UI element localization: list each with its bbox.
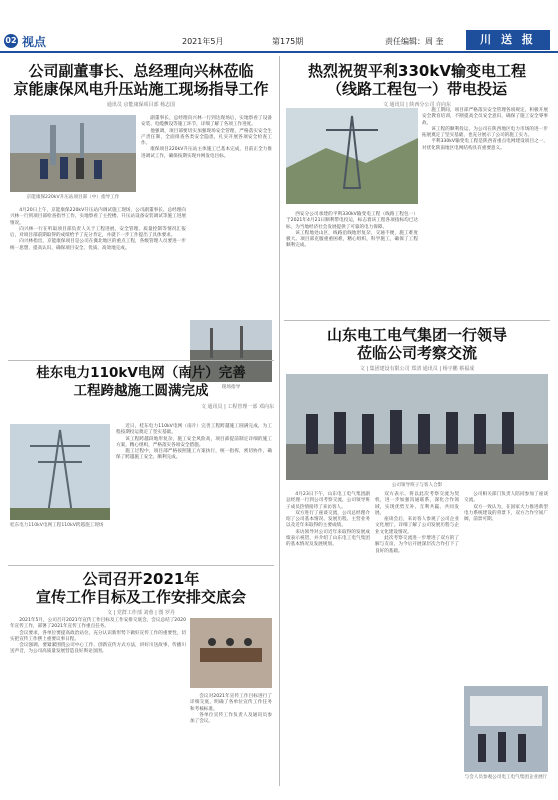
article-main-text: 2021年5月，公司召开2021年宣传工作目标及工作安排交底会，会议总结了2020年宣传工作，部署了2021年宣传工作重点任务。 会议要求，各单位要提高政治站位，充分认识新形势下做好宣传工作的重要性，切实把宣传工作摆上重要议事日程。 会议强调，要紧紧围绕公司中心工作，创新宣传方式方法，讲好川送故事，传播川送声音，为公司高质量发展营造良好舆论氛围。 (10, 618, 186, 655)
power-line-photo (286, 108, 418, 204)
page-number: 02 (4, 34, 18, 48)
article-photo-2 (464, 686, 548, 772)
issue-date: 2021年5月 (182, 37, 224, 46)
article-byline: 文 通讯员 | 工程管理一部 邓向东 (200, 404, 274, 410)
section-title: 视点 (22, 35, 47, 49)
article-byline: 文 | 党群工作部 刘蓉 | 图 罗丹 (107, 610, 175, 616)
exhibition-hall-photo (464, 686, 548, 772)
article-photo (10, 115, 136, 192)
photo-caption: 京能康保220kV升压站项目部（中）指导工作 (26, 195, 120, 200)
article-byline: 文 通讯员 | 陕西分公司 许向东 (382, 102, 452, 108)
article-title: 山东电工电气集团一行领导 莅临公司考察交流 (326, 326, 507, 362)
article-text-col-b: 双方表示，将以此次考察交流为契机，进一步加强沟通联系，深化合作领域，实现优势互补、互利共赢、共同发展。 座谈会后，来访客人参观了公司企业文化展厅，详细了解了公司发展历程与企业文化建设情况。 此次考察交流进一步增进了双方的了解与友谊，为今后开展深层次合作打下了良好的基础。 (375, 492, 459, 554)
editor-credit: 责任编辑：周 奎 (385, 37, 444, 46)
article-sidebar-text: 施工期间，项目部严格落实安全管理各项规定，积极开展安全教育培训，不断提高全员安全意识，确保了施工安全零事故。 该工程的顺利投运，为公司在陕西地区电力市场的进一步拓展奠定了坚实基础，也充分展示了公司的施工实力。 平利330kV输变电工程是陕西省重点电网建设项目之一，对优化陕南地区电网结构具有重要意义。 (422, 108, 548, 151)
article-byline: 文 | 集团建设有限公司 郑清 通讯员 | 杨宇鹏 蔡福成 (359, 366, 475, 372)
issue-number: 第175期 (272, 37, 304, 46)
group-photo (286, 374, 548, 480)
article-main-text: 西安分公司承建的平利330kV输变电工程（线路工程包一）于2021年4月21日顺利带电投运，标志着该工程各项指标均已达标，为当地经济社会发展提供了可靠的电力保障。 该工程地处山区，线路沿线地形复杂、交通不便，施工难度极大。项目部克服重重困难，精心组织，科学施工，确保了工程顺利完成。 (286, 212, 418, 249)
meeting-room-photo (190, 618, 272, 688)
page-header (0, 0, 558, 52)
article-separator (8, 565, 274, 566)
article-side-text: 会议对2021年宣传工作目标进行了详细交底，明确了各单位宣传工作任务和考核标准。 各单位宣传工作负责人及通讯员参加了会议。 (190, 694, 272, 725)
column-divider (279, 56, 280, 786)
article-separator (284, 320, 550, 321)
article-publicity-meeting (8, 570, 274, 790)
photo-caption: 桂东电力110kV电网工程110kV跨越施工现场 (10, 523, 104, 528)
photo-caption: 公司领导班子与客人合影 (391, 483, 443, 488)
article-byline: 通讯员 京能康保项目部 杨志国 (106, 102, 176, 108)
article-guidong-power (8, 364, 274, 562)
header-rule (0, 51, 558, 53)
article-title: 公司副董事长、总经理向兴林莅临 京能康保风电升压站施工现场指导工作 (13, 62, 269, 98)
article-title: 公司召开2021年 宣传工作目标及工作安排交底会 (35, 570, 246, 606)
article-main-text: 4月20日上午，京能康保220kV升压站内调试施工现场，公司副董事长、总经理向兴林一行到项目部检查指导工作，实地察看了主控楼、升压站设备安装调试等施工进展情况。 向兴林一行在听取项目部负责人关于工程进展、安全管理、质量控制等情况汇报后，对项目部前期取得的成绩给予了充分肯定，并就下一步工作提出了具体要求。 向兴林指出，京能康保项目是公司在冀北地区的重点工程，各级管理人员要进一步统一思想，提高认识，确保项目安全、优质、高效地完成。 (10, 208, 186, 251)
article-photo (10, 424, 110, 520)
article-photo (286, 108, 418, 204)
article-title: 热烈祝贺平利330kV输变电工程 （线路工程包一）带电投运 (308, 62, 526, 98)
article-photo (190, 618, 272, 688)
construction-site-photo (10, 115, 136, 192)
article-shandong-visit (284, 326, 550, 790)
article-title: 桂东电力110kV电网（南片）完善 工程跨越施工圆满完成 (36, 365, 246, 399)
newspaper-logo: 川 送 报 (466, 30, 550, 50)
article-text-col-a: 4月23日下午，山东电工电气集团副总经理一行到公司考察交流，公司领导班子成员热情接待了来访客人。 双方进行了座谈交流，公司总经理介绍了公司基本情况、发展历程、主营业务以及近年来取得的主要成绩。 来访领导对公司近年来取得的发展成绩表示祝贺，并介绍了山东电工电气集团的基本情况及发展规划。 (286, 492, 370, 548)
article-pingli-330kv (284, 62, 550, 317)
article-photo (286, 374, 548, 480)
photo-caption-2: 与会人员参观公司电工电气集团企业展厅 (464, 775, 548, 780)
transmission-tower-photo (10, 424, 110, 520)
article-text-col-c: 公司相关部门负责人陪同参加了座谈交流。 双方一致认为，在国家大力推进新型电力系统建设的背景下，双方合作空间广阔，前景可期。 (464, 492, 548, 523)
article-sidebar-text: 副董事长、总经理向兴林一行到达现场后，实地察看了设备安装、电缆敷设等施工环节，详细了解了各项工作进度。 他强调，项目部要切实加强现场安全管理，严格落实安全生产责任制，全面排查各类安全隐患，扎实开展各项安全检查工作。 康保项目220kV升压站主体施工已基本完成，目前正全力推进调试工作，确保按期实现并网发电目标。 (141, 116, 272, 159)
article-main-text: 近日，桂东电力110kV电网（南片）完善工程跨越施工圆满完成，为工程按期投运奠定了坚实基础。 该工程跨越段地形复杂，施工安全风险高，项目部提前制定详细的施工方案，精心组织，严格落实各项安全措施。 施工过程中，项目部严格按照施工方案执行，统一指挥，密切协作，确保了跨越施工安全、顺利完成。 (116, 424, 272, 461)
article-separator (8, 360, 274, 361)
photo-caption-2: 现场指导 (221, 385, 241, 390)
